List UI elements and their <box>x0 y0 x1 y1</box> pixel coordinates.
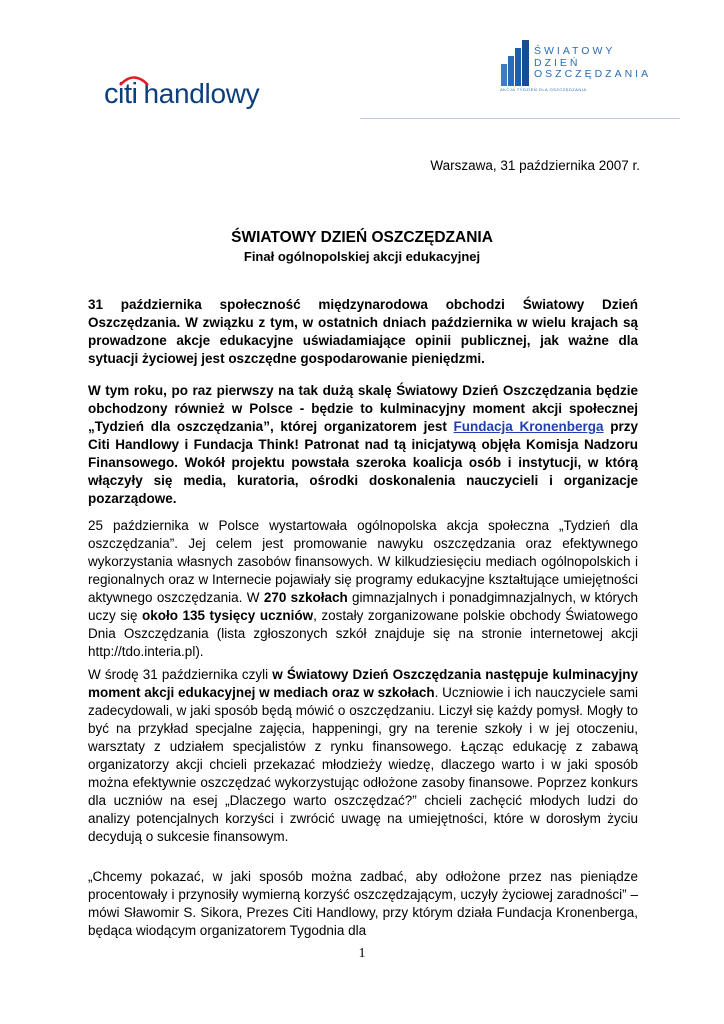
header-divider <box>360 118 680 119</box>
paragraph-2-text-b: przy Citi Handlowy i Fundacja Think! Patronat nad tą inicjatywą objęła Komisja Nadzoru Finansowego. Wokół projektu powstała szeroka koalicja osób i instytucji, w którą włączyły się media, kuratoria, ośrodki doskonalenia nauczycieli i organizacje pozarządowe. <box>88 419 638 506</box>
document-title: ŚWIATOWY DZIEŃ OSZCZĘDZANIA <box>231 229 493 246</box>
paragraph-2 <box>88 382 638 508</box>
paragraph-3 <box>88 517 638 661</box>
paragraph-4-text-a: W środę 31 października czyli <box>88 667 273 682</box>
citi-arc-icon <box>118 72 150 86</box>
citi-logo-text: citi <box>104 78 137 111</box>
paragraph-3-text-a: 25 października w Polsce wystartowała ogólnopolska akcja społeczna „Tydzień dla oszczędzania”. Jej celem jest promowanie nawyku oszczędzania oraz efektywnego wykorzystania własnych zasobów finansowych. W kilkudziesięciu mediach ogólnopolskich i regionalnych oraz w Internecie pojawiały się programy edukacyjne kształtujące umiejętności aktywnego oszczędzania. W <box>88 518 638 605</box>
paragraph-4-text-c: . Uczniowie i ich nauczyciele sami zadecydowali, w jaki sposób będą mówić o oszczędzaniu. Liczył się każdy pomysł. Mogły to być na przykład specjalne zajęcia, happeningi, gry na terenie szkoły i w jej otoczeniu, warsztaty z udziałem specjalistów z rynku finansowego. Łącząc edukację z zabawą organizatorzy akcji chcieli przekazać młodzieży wiedzę, dlaczego warto i w jaki sposób można efektywnie oszczędzać wykorzystując odłożone zasoby finansowe. Poprzez konkurs dla uczniów na esej „Dlaczego warto oszczędzać?” chcieli zachęcić młodych ludzi do analizy potencjalnych korzyści i zwrócić uwagę na umiejętności, które w dorosłym życiu decydują o sukcesie finansowym. <box>88 685 638 844</box>
document-subtitle: Finał ogólnopolskiej akcji edukacyjnej <box>243 249 481 264</box>
swiatowy-dzien-oszczedzania-logo <box>500 38 650 98</box>
paragraph-3-bold-schools: 270 szkołach <box>263 590 348 605</box>
paragraph-3-bold-students: około 135 tysięcy uczniów <box>142 608 314 623</box>
citi-handlowy-logo <box>104 78 259 112</box>
paragraph-4-bold: w Światowy Dzień Oszczędzania następuje kulminacyjny moment akcji edukacyjnej w mediach oraz w szkołach <box>88 667 638 700</box>
fundacja-kronenberga-link[interactable]: Fundacja Kronenberga <box>453 419 604 434</box>
sdo-line-3: OSZCZĘDZANIA <box>534 68 652 80</box>
document-date: Warszawa, 31 października 2007 r. <box>430 158 640 173</box>
paragraph-3-text-c: gimnazjalnych i ponadgimnazjalnych, w których uczy się <box>88 590 638 623</box>
sdo-logo-text <box>534 46 651 81</box>
paragraph-4 <box>88 666 638 846</box>
paragraph-1: 31 października społeczność międzynarodowa obchodzi Światowy Dzień Oszczędzania. W związku z tym, w ostatnich dniach października w wielu krajach są prowadzone akcje edukacyjne uświadamiające opinii publicznej, jak ważne dla sytuacji życiowej jest oszczędne gospodarowanie pieniędzmi. <box>88 297 638 366</box>
paragraph-2-text-a: W tym roku, po raz pierwszy na tak dużą skalę Światowy Dzień Oszczędzania będzie obchodzony również w Polsce - będzie to kulminacyjny moment akcji społecznej „Tydzień dla oszczędzania”, której organizatorem jest <box>88 383 638 434</box>
sdo-logo-tagline: AKCJA TYDZIEŃ DLA OSZCZĘDZANIA <box>500 87 587 92</box>
sdo-line-2: DZIEŃ <box>534 56 581 69</box>
paragraph-5: „Chcemy pokazać, w jaki sposób można zadbać, aby odłożone przez nas pieniądze procentowały i przynosiły wymierną korzyść oszczędzającym, uczyły życiowej zaradności” – mówi Sławomir S. Sikora, Prezes Citi Handlowy, przy którym działa Fundacja Kronenberga, będąca wiodącym organizatorem Tygodnia dla <box>88 869 638 938</box>
sdo-line-1: ŚWIATOWY <box>534 45 616 57</box>
paragraph-3-text-d: , zostały zorganizowane polskie obchody Światowego Dnia Oszczędzania (lista zgłoszonych szkół znajduje się na stronie internetowej akcji http://tdo.interia.pl). <box>88 608 638 659</box>
page-number: 1 <box>358 946 366 961</box>
handlowy-logo-text: handlowy <box>143 78 260 109</box>
bar-graph-logo-icon <box>500 38 533 94</box>
